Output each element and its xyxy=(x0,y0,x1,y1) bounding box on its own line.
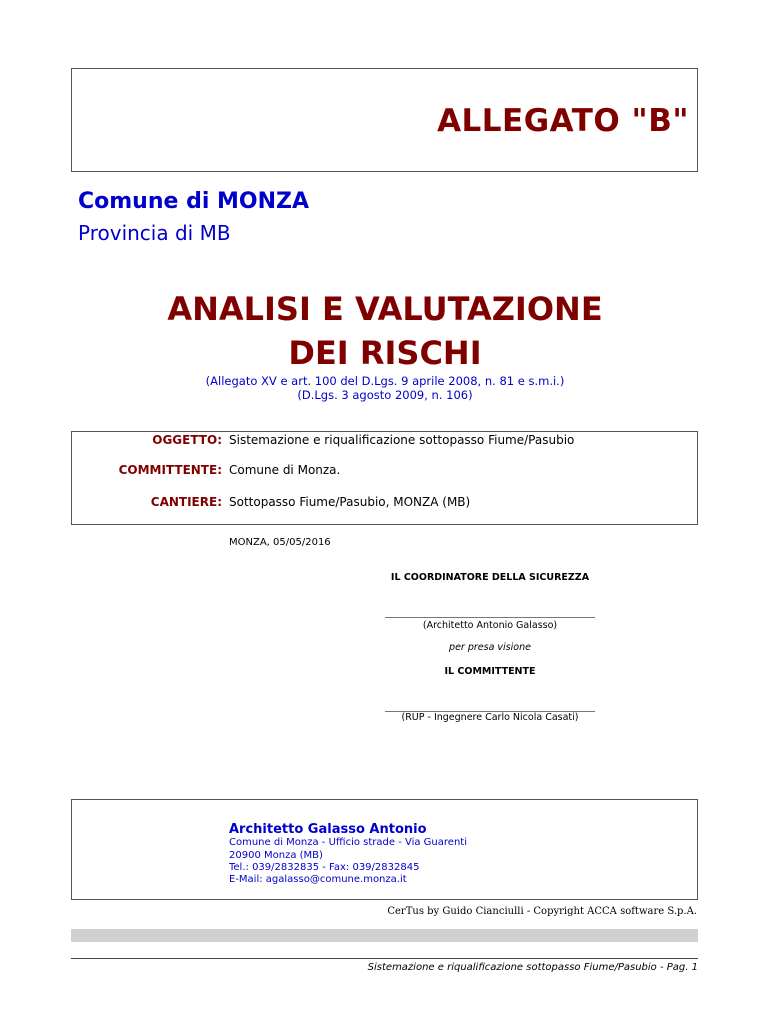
author-city: 20900 Monza (MB) xyxy=(229,850,323,861)
page-footer: Sistemazione e riqualificazione sottopasso Fiume/Pasubio - Pag. 1 xyxy=(367,962,698,973)
author-email: E-Mail: agalasso@comune.monza.it xyxy=(229,874,407,885)
header-box xyxy=(71,68,698,172)
document-title-line1: ANALISI E VALUTAZIONE xyxy=(167,290,603,328)
committente-name: (RUP - Ingegnere Carlo Nicola Casati) xyxy=(401,712,579,723)
author-phone: Tel.: 039/2832835 - Fax: 039/2832845 xyxy=(229,862,420,873)
footer-rule xyxy=(71,958,698,959)
coordinatore-heading: IL COORDINATORE DELLA SICUREZZA xyxy=(390,572,590,583)
document-date: MONZA, 05/05/2016 xyxy=(229,537,331,548)
cantiere-value: Sottopasso Fiume/Pasubio, MONZA (MB) xyxy=(229,495,471,509)
legal-reference-2: (D.Lgs. 3 agosto 2009, n. 106) xyxy=(297,388,473,402)
oggetto-value: Sistemazione e riqualificazione sottopasso Fiume/Pasubio xyxy=(229,433,575,447)
committente-value: Comune di Monza. xyxy=(229,463,341,477)
author-name: Architetto Galasso Antonio xyxy=(229,822,427,837)
author-address: Comune di Monza - Ufficio strade - Via Guarenti xyxy=(229,837,467,848)
allegato-title: ALLEGATO "B" xyxy=(437,103,689,139)
presa-visione-text: per presa visione xyxy=(449,642,531,653)
cantiere-label: CANTIERE: xyxy=(150,495,222,509)
committente-heading: IL COMMITTENTE xyxy=(444,666,536,677)
document-title-line2: DEI RISCHI xyxy=(288,334,482,372)
coordinatore-name: (Architetto Antonio Galasso) xyxy=(422,620,558,631)
project-info-box xyxy=(71,431,698,525)
committente-label: COMMITTENTE: xyxy=(118,463,222,477)
author-box xyxy=(71,799,698,900)
legal-reference-1: (Allegato XV e art. 100 del D.Lgs. 9 aprile 2008, n. 81 e s.m.i.) xyxy=(205,374,565,388)
oggetto-label: OGGETTO: xyxy=(152,433,222,447)
software-credit: CerTus by Guido Cianciulli - Copyright ACCA software S.p.A. xyxy=(387,906,697,917)
coordinatore-signature-line xyxy=(385,617,595,618)
gray-divider-bar xyxy=(71,929,698,942)
provincia-name: Provincia di MB xyxy=(78,221,231,245)
comune-name: Comune di MONZA xyxy=(78,189,310,214)
